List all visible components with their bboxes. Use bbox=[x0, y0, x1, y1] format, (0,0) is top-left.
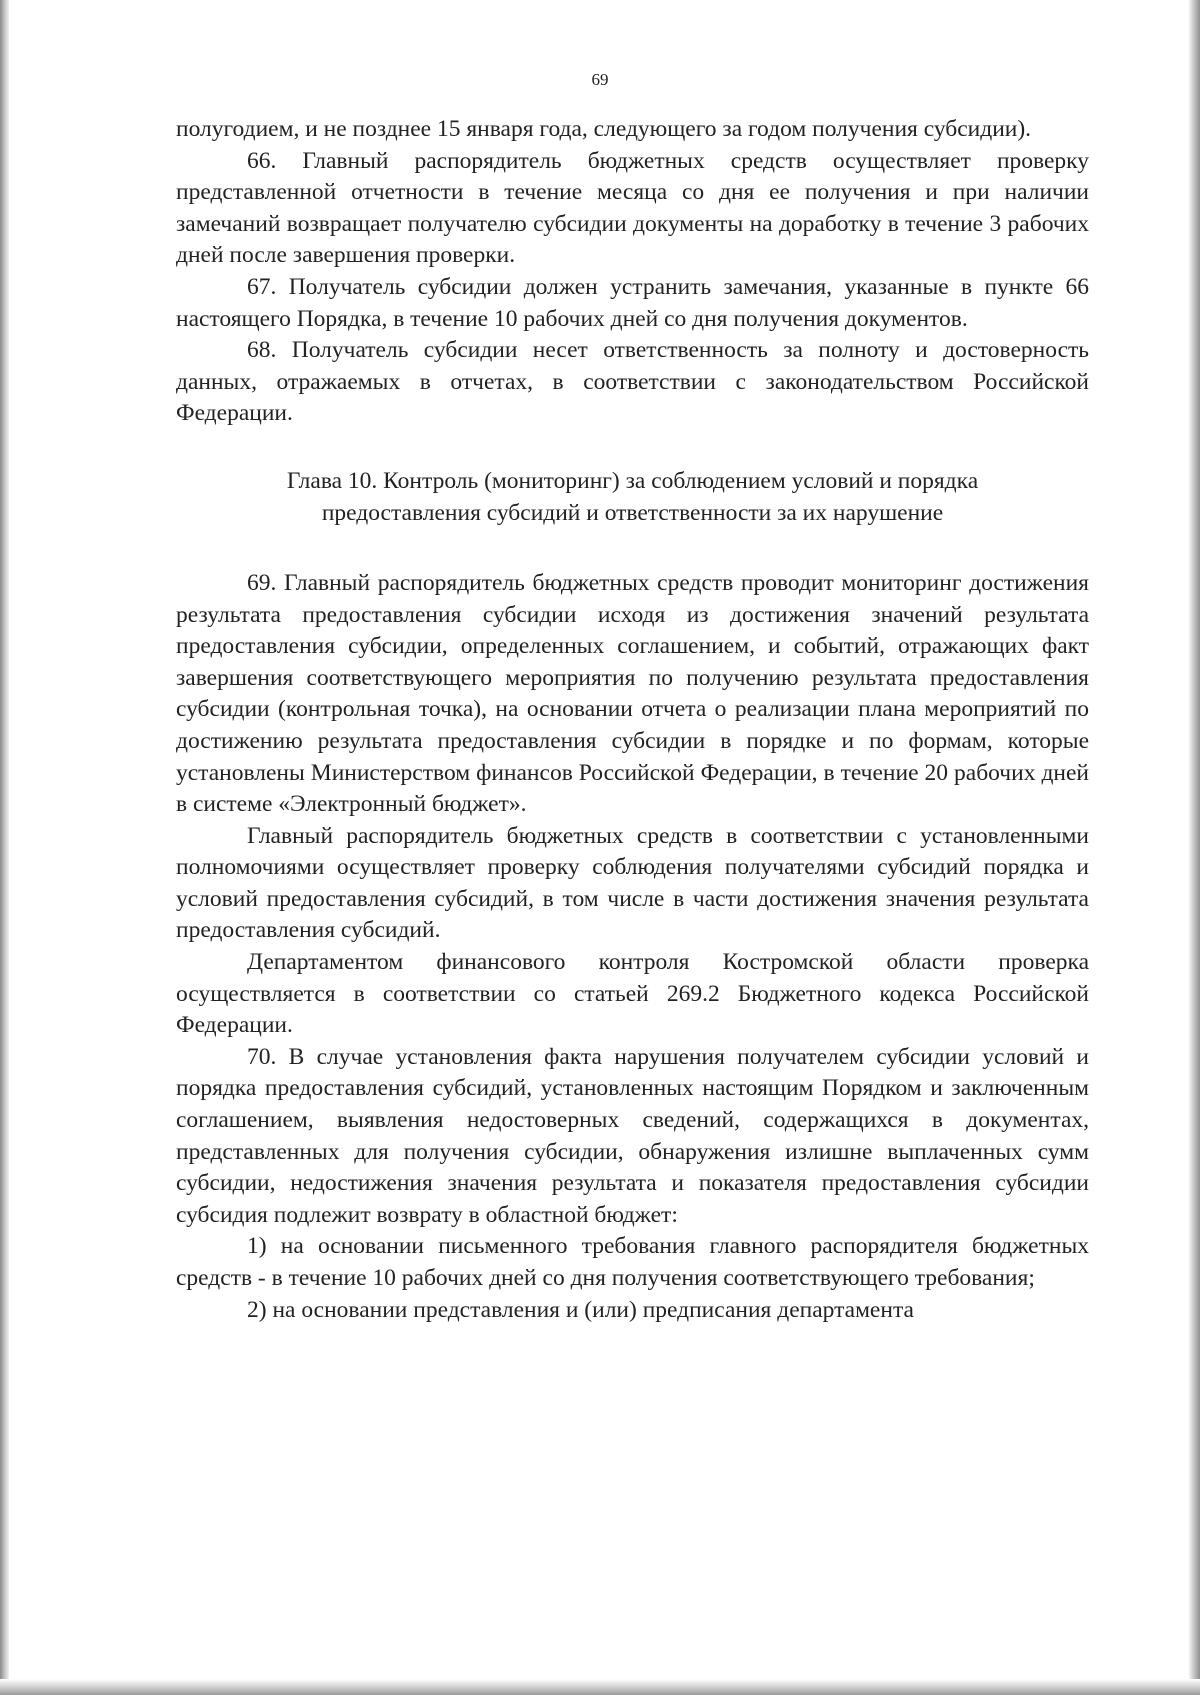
paragraph-70-item-1: 1) на основании письменного требования главного распорядителя бюджетных средств - в течение 10 рабочих дней со дня получения соответствующего требования; bbox=[176, 1233, 1089, 1291]
chapter-heading bbox=[176, 465, 1089, 529]
chapter-heading-line-2: предоставления субсидий и ответственности за их нарушение bbox=[321, 499, 944, 526]
paragraph-69-financial-control: Департаментом финансового контроля Костромской области проверка осуществляется в соответствии со статьей 269.2 Бюджетного кодекса Российской Федерации. bbox=[176, 949, 1089, 1039]
paragraph-67: 67. Получатель субсидии должен устранить замечания, указанные в пункте 66 настоящего Порядка, в течение 10 рабочих дней со дня получения документов. bbox=[176, 273, 1089, 332]
paragraph-70-item-2: 2) на основании представления и (или) предписания департамента bbox=[247, 1296, 914, 1323]
document-body bbox=[176, 114, 1089, 1326]
paragraph-66: 66. Главный распорядитель бюджетных средств осуществляет проверку представленной отчетности в течение месяца со дня ее получения и при наличии замечаний возвращает получателю субсидии документы на доработку в течение 3 рабочих дней после завершения проверки. bbox=[176, 147, 1089, 269]
page-number: 69 bbox=[591, 70, 609, 89]
scan-edge-right bbox=[1188, 0, 1200, 1695]
chapter-heading-line-1: Глава 10. Контроль (мониторинг) за соблюдением условий и порядка bbox=[286, 467, 979, 494]
scan-edge-bottom bbox=[0, 1679, 1200, 1695]
paragraph-68: 68. Получатель субсидии несет ответственность за полноту и достоверность данных, отражаемых в отчетах, в соответствии с законодательством Российской Федерации. bbox=[176, 337, 1089, 427]
paragraph-continuation: полугодием, и не позднее 15 января года, следующего за годом получения субсидии). bbox=[176, 116, 1032, 142]
paragraph-70: 70. В случае установления факта нарушения получателем субсидии условий и порядка предоставления субсидий, установленных настоящим Порядком и заключенным соглашением, выявления недостоверных сведений, содержащихся в документах, представленных для получения субсидии, обнаружения излишне выплаченных сумм субсидии, недостижения значения результата и показателя предоставления субсидии субсидия подлежит возврату в областной бюджет: bbox=[176, 1043, 1089, 1228]
scan-edge-left bbox=[0, 0, 9, 1695]
paragraph-69: 69. Главный распорядитель бюджетных средств проводит мониторинг достижения результата предоставления субсидии исходя из достижения значений результата предоставления субсидии, определенных соглашением, и событий, отражающих факт завершения соответствующего мероприятия по получению результата предоставления субсидии (контрольная точка), на основании отчета о реализации плана мероприятий по достижению результата предоставления субсидии в порядке и по формам, которые установлены Министерством финансов Российской Федерации, в течение 20 рабочих дней в системе «Электронный бюджет». bbox=[176, 569, 1089, 818]
paragraph-69-verification: Главный распорядитель бюджетных средств в соответствии с установленными полномочиями осуществляет проверку соблюдения получателями субсидий порядка и условий предоставления субсидий, в том числе в части достижения значения результата предоставления субсидий. bbox=[176, 822, 1089, 944]
